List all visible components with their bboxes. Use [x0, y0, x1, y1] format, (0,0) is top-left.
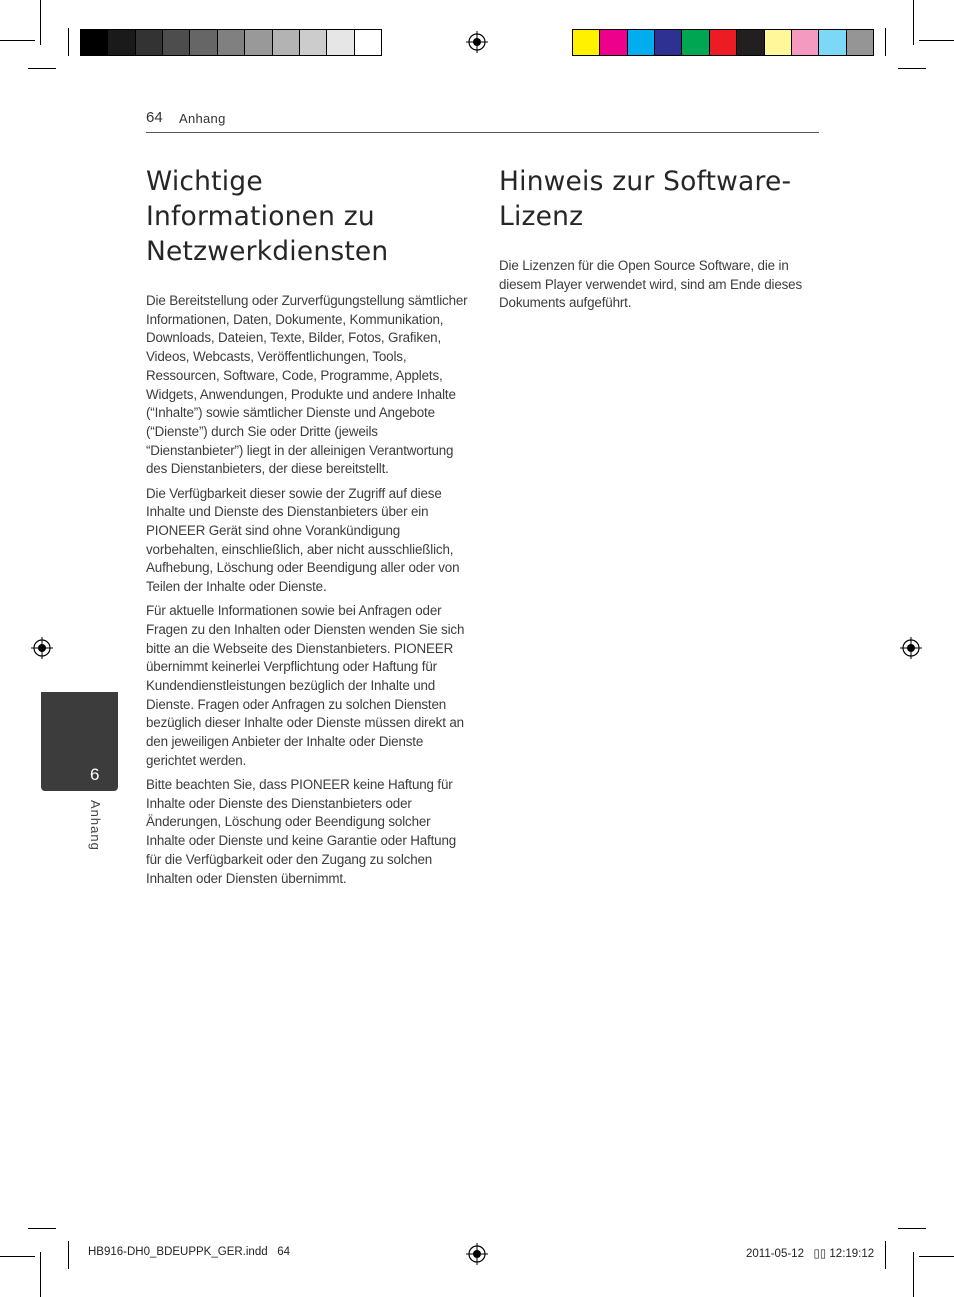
crop-mark [0, 40, 35, 41]
header-section-title: Anhang [179, 111, 226, 126]
crop-mark [68, 28, 69, 56]
section-heading [146, 164, 468, 269]
paragraph: Die Lizenzen für die Open Source Software, die in diesem Player verwendet wird, sind am Ende dieses Dokuments aufgeführt. [499, 258, 803, 311]
header-divider [146, 132, 819, 133]
color-swatch [163, 30, 190, 55]
crop-mark [919, 40, 954, 41]
crop-mark [919, 1256, 954, 1257]
heading-line: Wichtige [146, 166, 263, 197]
crop-mark [885, 1241, 886, 1269]
crop-mark [28, 1228, 56, 1229]
crop-mark [28, 68, 56, 69]
section-heading [499, 164, 824, 234]
heading-line: Informationen zu [146, 201, 375, 232]
color-swatch [792, 30, 819, 55]
color-swatch [655, 30, 682, 55]
registration-mark-icon [466, 31, 488, 53]
footer-timestamp: 2011-05-12 ▯▯ 12:19:12 [746, 1248, 875, 1260]
color-swatch [600, 30, 627, 55]
color-swatch [355, 30, 381, 55]
color-swatch [218, 30, 245, 55]
paragraph: Die Verfügbarkeit dieser sowie der Zugriff auf diese Inhalte und Dienste des Dienstanbieters über ein PIONEER Gerät sind ohne Vorankündigung vorbehalten, einschließlich, aber nicht ausschließlich, Aufhebung, Löschung oder Beendigung aller oder von Teilen der Inhalte oder Dienste. [146, 485, 460, 595]
heading-line: Netzwerkdiensten [146, 236, 389, 267]
color-swatch [327, 30, 354, 55]
crop-mark [885, 28, 886, 56]
right-column [499, 164, 824, 319]
color-swatch [573, 30, 600, 55]
grayscale-color-bar [80, 29, 382, 56]
color-swatch [300, 30, 327, 55]
chapter-tab [41, 692, 118, 791]
color-swatch [847, 30, 873, 55]
registration-mark-icon [31, 637, 53, 659]
registration-mark-icon [900, 637, 922, 659]
cmyk-color-bar [572, 29, 874, 56]
heading-line: Hinweis zur Software- [499, 166, 792, 197]
chapter-number: 6 [90, 765, 100, 784]
color-swatch [81, 30, 108, 55]
chapter-label: Anhang [88, 800, 103, 851]
crop-mark [913, 1252, 914, 1297]
paragraph: Für aktuelle Informationen sowie bei Anfragen oder Fragen zu den Inhalten oder Diensten wenden Sie sich bitte an die Webseite des Dienstanbieters. PIONEER übernimmt keinerlei Verpflichtung oder Haftung für Kundendienstleistungen bezüglich der Inhalte und Dienste. Fragen oder Anfragen zu solchen Diensten bezüglich dieser Inhalte oder Dienste müssen direkt an den jeweiligen Anbieter der Inhalte oder Dienste gerichtet werden. [146, 603, 465, 768]
paragraph: Die Bereitstellung oder Zurverfügungstellung sämtlicher Informationen, Daten, Dokumente, Kommunikation, Downloads, Dateien, Texte, Bilder, Fotos, Grafiken, Videos, Webcasts, Veröffentlichungen, Tools, Ressourcen, Software, Code, Programme, Applets, Widgets, Anwendungen, Produkte und andere Inhalte (“Inhalte”) sowie sämtlicher Dienste und Angebote (“Dienste”) durch Sie oder Dritte (jeweils “Dienstanbieter”) liegt in der alleinigen Verantwortung des Dienstanbieters, der diese bereitstellt. [146, 293, 468, 477]
page-number: 64 [146, 109, 163, 126]
heading-line: Lizenz [499, 201, 584, 232]
footer-filename: HB916-DH0_BDEUPPK_GER.indd 64 [88, 1246, 290, 1258]
crop-mark [913, 0, 914, 45]
color-swatch [737, 30, 764, 55]
crop-mark [0, 1256, 35, 1257]
color-swatch [682, 30, 709, 55]
color-swatch [273, 30, 300, 55]
crop-mark [898, 68, 926, 69]
crop-mark [68, 1241, 69, 1269]
crop-mark [40, 0, 41, 45]
color-swatch [765, 30, 792, 55]
color-swatch [190, 30, 217, 55]
color-swatch [136, 30, 163, 55]
color-swatch [710, 30, 737, 55]
left-column [146, 164, 468, 894]
crop-mark [898, 1228, 926, 1229]
body-text [146, 292, 468, 888]
color-swatch [108, 30, 135, 55]
crop-mark [40, 1252, 41, 1297]
registration-mark-icon [466, 1243, 488, 1265]
paragraph: Bitte beachten Sie, dass PIONEER keine Haftung für Inhalte oder Dienste des Dienstanbieters oder Änderungen, Löschung oder Beendigung solcher Inhalte oder Dienste und keine Garantie oder Haftung für die Verfügbarkeit oder den Zugang zu solchen Inhalten oder Diensten übernimmt. [146, 777, 457, 886]
body-text [499, 257, 824, 313]
color-swatch [628, 30, 655, 55]
color-swatch [245, 30, 272, 55]
color-swatch [819, 30, 846, 55]
